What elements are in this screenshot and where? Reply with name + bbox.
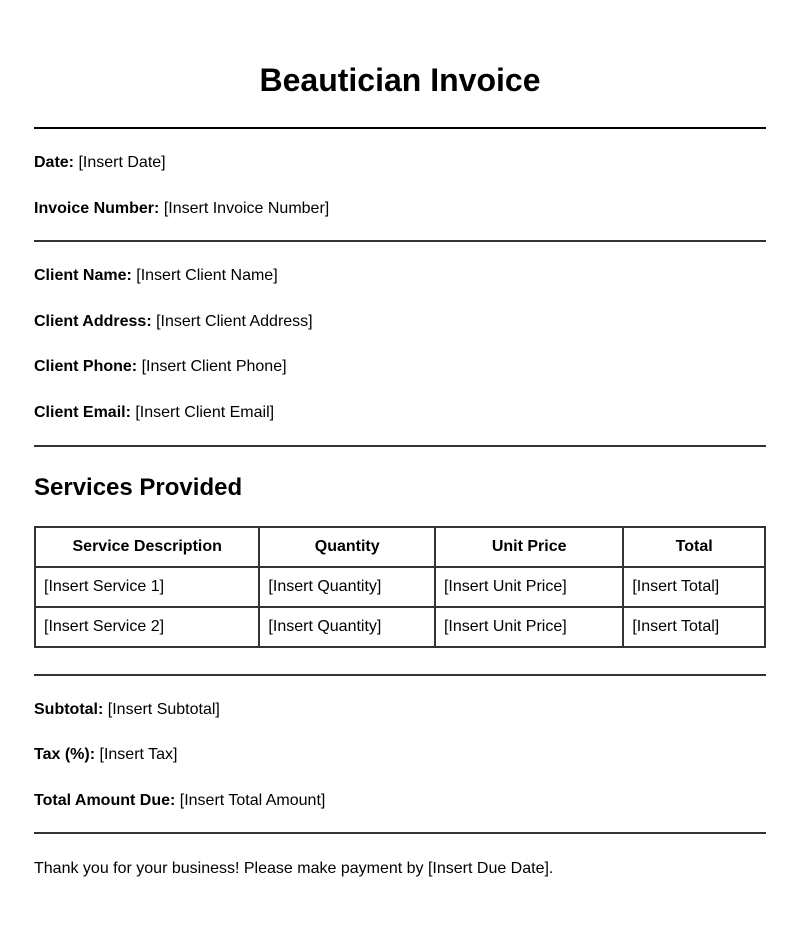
table-row — [35, 607, 765, 647]
column-header: Unit Price — [435, 527, 623, 567]
tax-value: [Insert Tax] — [99, 746, 178, 763]
invoice-number-label: Invoice Number: — [34, 200, 160, 217]
client-address — [34, 312, 313, 332]
client-name-value: [Insert Client Name] — [136, 267, 278, 284]
column-header: Quantity — [259, 527, 435, 567]
subtotal — [34, 700, 220, 720]
table-cell: [Insert Total] — [623, 607, 765, 647]
table-cell: [Insert Service 1] — [35, 567, 259, 607]
client-phone — [34, 357, 287, 377]
client-name — [34, 266, 278, 286]
divider — [34, 240, 766, 242]
subtotal-label: Subtotal: — [34, 701, 104, 718]
services-heading: Services Provided — [34, 474, 243, 501]
table-cell: [Insert Quantity] — [259, 607, 435, 647]
table-header-row — [35, 527, 765, 567]
subtotal-value: [Insert Subtotal] — [107, 701, 220, 718]
client-address-label: Client Address: — [34, 313, 152, 330]
tax-label: Tax (%): — [34, 746, 96, 763]
total-amount-due-label: Total Amount Due: — [34, 792, 176, 809]
invoice-date-value: [Insert Date] — [78, 154, 166, 171]
total-amount-due-value: [Insert Total Amount] — [179, 792, 326, 809]
table-cell: [Insert Service 2] — [35, 607, 259, 647]
table-row — [35, 567, 765, 607]
invoice-number-value: [Insert Invoice Number] — [163, 200, 330, 217]
client-address-value: [Insert Client Address] — [156, 313, 313, 330]
column-header: Service Description — [35, 527, 259, 567]
table-cell: [Insert Unit Price] — [435, 567, 623, 607]
divider — [34, 445, 766, 447]
client-name-label: Client Name: — [34, 267, 132, 284]
table-cell: [Insert Quantity] — [259, 567, 435, 607]
column-header: Total — [623, 527, 765, 567]
client-email-label: Client Email: — [34, 404, 131, 421]
client-email — [34, 403, 274, 423]
tax — [34, 745, 177, 765]
divider — [34, 127, 766, 129]
divider — [34, 832, 766, 834]
divider — [34, 674, 766, 676]
client-phone-value: [Insert Client Phone] — [141, 358, 287, 375]
page-title: Beautician Invoice — [259, 62, 541, 98]
invoice-number — [34, 199, 329, 219]
services-table — [34, 526, 766, 648]
client-phone-label: Client Phone: — [34, 358, 138, 375]
footer-note: Thank you for your business! Please make payment by [Insert Due Date]. — [34, 860, 554, 877]
client-email-value: [Insert Client Email] — [135, 404, 275, 421]
invoice-date — [34, 153, 166, 173]
invoice-date-label: Date: — [34, 154, 75, 171]
total-amount-due — [34, 791, 325, 811]
table-cell: [Insert Total] — [623, 567, 765, 607]
table-cell: [Insert Unit Price] — [435, 607, 623, 647]
